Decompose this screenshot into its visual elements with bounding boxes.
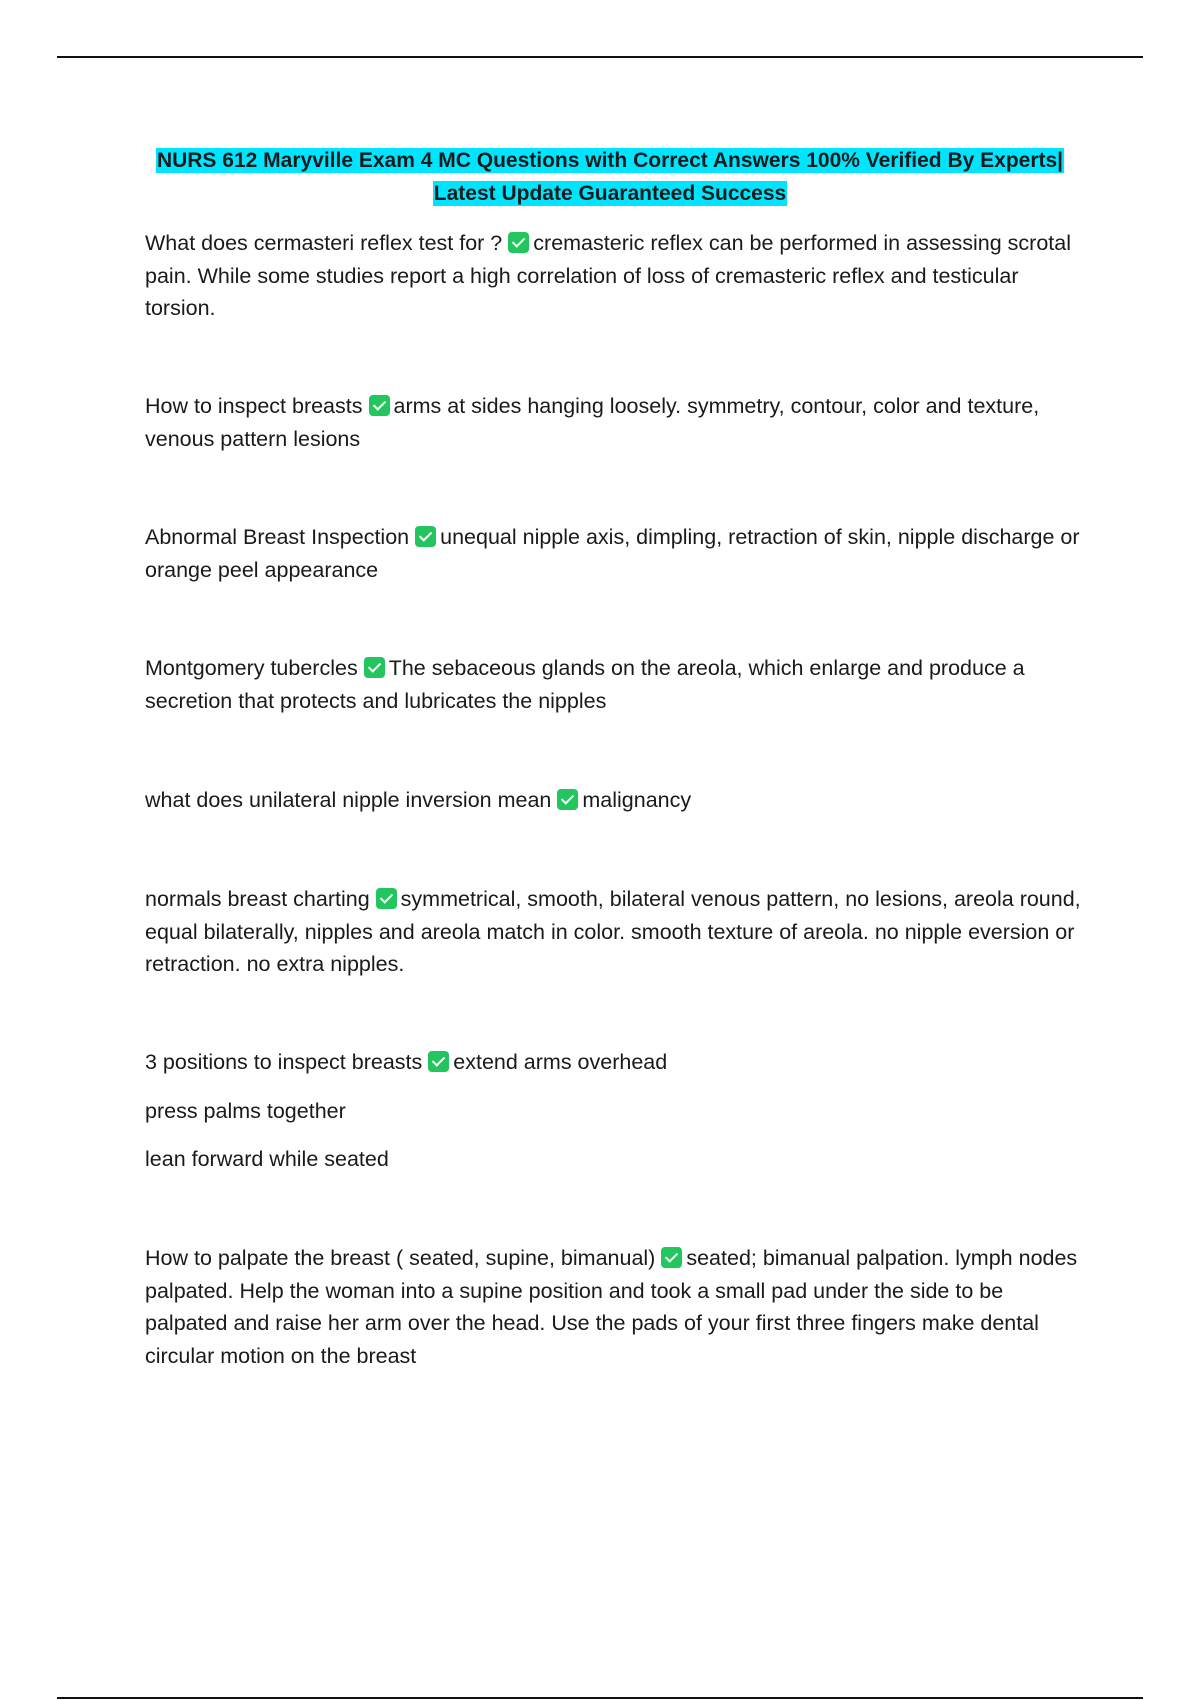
check-box-icon: [508, 232, 529, 253]
title-line-1: NURS 612 Maryville Exam 4 MC Questions with Correct Answers 100% Verified By Experts|: [156, 149, 1064, 172]
title-line-2: Latest Update Guaranteed Success: [433, 182, 787, 205]
question-text: What does cermasteri reflex test for ?: [145, 231, 503, 255]
answer-continuation: press palms together: [145, 1099, 346, 1123]
check-box-icon: [661, 1247, 682, 1268]
qa-item: [145, 390, 1085, 455]
header-rule: [57, 56, 1143, 58]
answer-text: extend arms overhead: [453, 1050, 668, 1074]
question-text: How to palpate the breast ( seated, supine, bimanual): [145, 1246, 656, 1270]
qa-item: [145, 784, 1085, 817]
footer-rule: [57, 1697, 1143, 1699]
answer-text: malignancy: [582, 788, 692, 812]
question-text: Abnormal Breast Inspection: [145, 525, 410, 549]
qa-item: [145, 1242, 1085, 1372]
check-box-icon: [364, 657, 385, 678]
qa-item: [145, 652, 1085, 717]
check-box-icon: [376, 888, 397, 909]
question-text: what does unilateral nipple inversion mean: [145, 788, 552, 812]
answer-text: cremasteric reflex can be performed in assessing scrotal pain. While some studies report a high correlation of loss of cremasteric reflex and testicular torsion.: [145, 231, 1072, 320]
question-text: 3 positions to inspect breasts: [145, 1050, 423, 1074]
question-text: normals breast charting: [145, 887, 370, 911]
answer-text: arms at sides hanging loosely. symmetry, contour, color and texture, venous pattern lesions: [145, 394, 1040, 451]
qa-item: [145, 521, 1085, 586]
check-box-icon: [557, 789, 578, 810]
qa-item: [145, 883, 1085, 981]
qa-item: [145, 227, 1085, 325]
check-box-icon: [428, 1051, 449, 1072]
answer-text: unequal nipple axis, dimpling, retraction of skin, nipple discharge or orange peel appearance: [145, 525, 1080, 582]
qa-item: [145, 1046, 1085, 1079]
answer-continuation: lean forward while seated: [145, 1147, 389, 1171]
question-text: How to inspect breasts: [145, 394, 363, 418]
answer-text: seated; bimanual palpation. lymph nodes palpated. Help the woman into a supine position and took a small pad under the side to be palpated and raise her arm over the head. Use the pads of your first three fingers make dental circular motion on the breast: [145, 1246, 1078, 1368]
question-text: Montgomery tubercles: [145, 656, 358, 680]
check-box-icon: [415, 526, 436, 547]
document-title: [145, 144, 1075, 210]
check-box-icon: [369, 395, 390, 416]
answer-text: The sebaceous glands on the areola, which enlarge and produce a secretion that protects and lubricates the nipples: [145, 656, 1025, 713]
answer-text: symmetrical, smooth, bilateral venous pattern, no lesions, areola round, equal bilaterally, nipples and areola match in color. smooth texture of areola. no nipple eversion or retraction. no extra nipples.: [145, 887, 1081, 976]
